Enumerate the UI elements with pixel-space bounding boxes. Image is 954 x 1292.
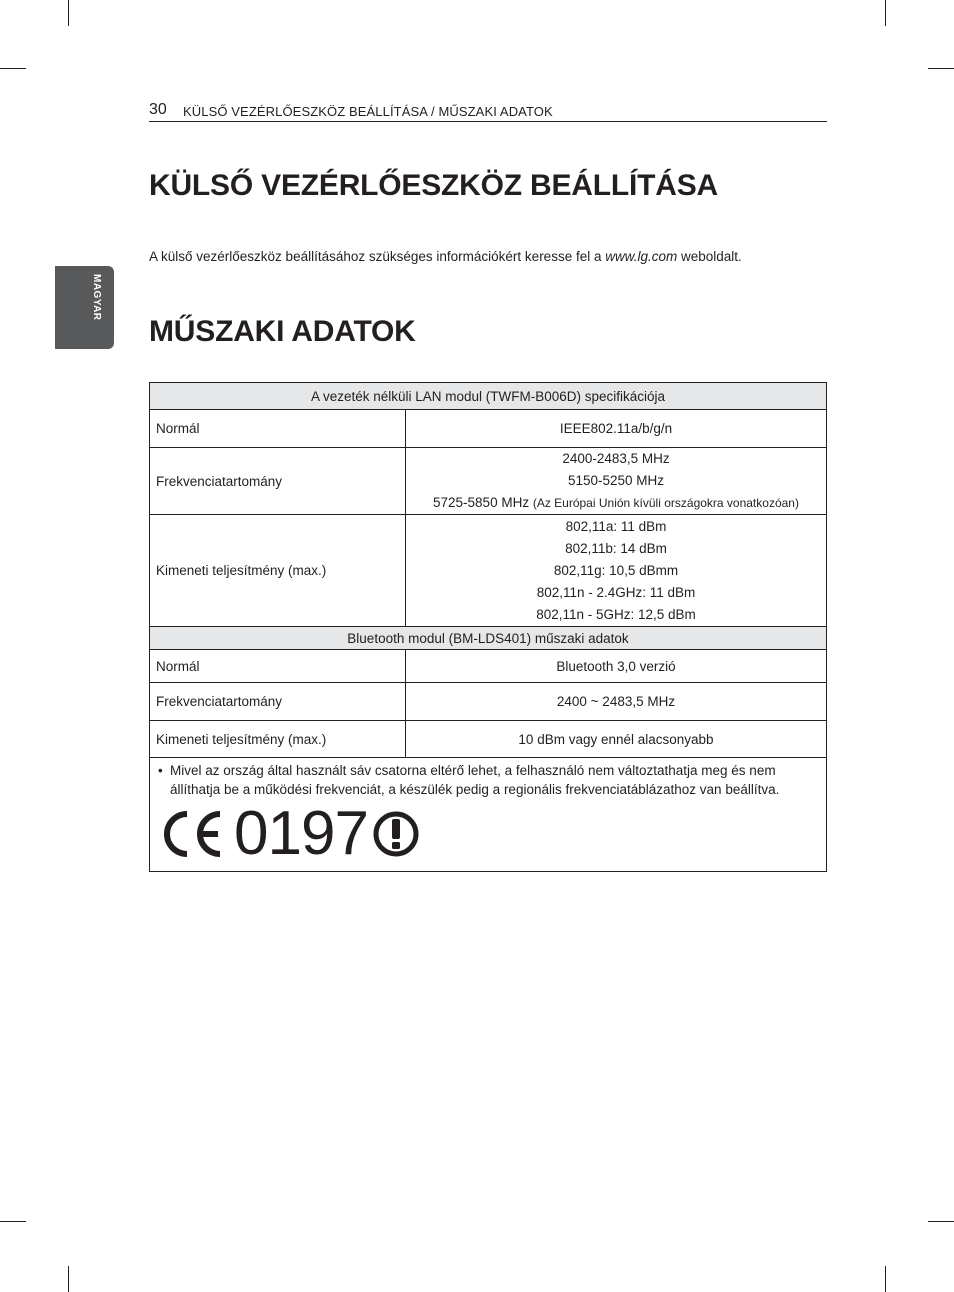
wlan-section-header: A vezeték nélküli LAN modul (TWFM-B006D) specifikációja	[150, 383, 827, 410]
wlan-output-power-values	[406, 515, 827, 627]
wlan-standard-label: Normál	[150, 410, 406, 448]
crop-mark	[68, 0, 69, 26]
bluetooth-standard-label: Normál	[150, 650, 406, 683]
wlan-output-power-label: Kimeneti teljesítmény (max.)	[150, 515, 406, 627]
wlan-frequency-label: Frekvenciatartomány	[150, 448, 406, 515]
section-title-specifications: MŰSZAKI ADATOK	[149, 315, 416, 348]
page-number: 30	[149, 101, 167, 118]
intro-paragraph	[149, 249, 742, 264]
bluetooth-output-power-value: 10 dBm vagy ennél alacsonyabb	[406, 721, 827, 758]
note-cell	[150, 758, 827, 872]
notified-body-number: 0197	[234, 799, 368, 868]
frequency-value: 5150-5250 MHz	[567, 473, 665, 488]
table-row	[150, 627, 827, 650]
table-row	[150, 721, 827, 758]
alert-class2-icon	[372, 810, 420, 858]
crop-mark	[0, 68, 26, 69]
note-text: Mivel az ország által használt sáv csatorna eltérő lehet, a felhasználó nem változtathatja meg és nem állíthatja be a működési frekvenciát, a készülék pedig a regionális frekvenciatáblázathoz van beállítva.	[170, 763, 780, 797]
crop-mark	[0, 1221, 26, 1222]
bluetooth-frequency-label: Frekvenciatartomány	[150, 683, 406, 721]
crop-mark	[928, 68, 954, 69]
frequency-value-main: 5725-5850 MHz	[433, 495, 533, 510]
table-row	[150, 410, 827, 448]
running-title: KÜLSŐ VEZÉRLŐESZKÖZ BEÁLLÍTÁSA / MŰSZAKI ADATOK	[183, 104, 553, 119]
intro-text: A külső vezérlőeszköz beállításához szükséges információkért keresse fel a	[149, 249, 606, 264]
crop-mark	[68, 1266, 69, 1292]
crop-mark	[885, 1266, 886, 1292]
crop-mark	[885, 0, 886, 26]
page-header	[149, 100, 827, 122]
output-power-value: 802,11n - 5GHz: 12,5 dBm	[536, 606, 696, 622]
website-link[interactable]: www.lg.com	[605, 249, 678, 264]
frequency-value-note: (Az Európai Unión kívüli országokra vonatkozóan)	[532, 496, 799, 510]
section-title-external-control: KÜLSŐ VEZÉRLŐESZKÖZ BEÁLLÍTÁSA	[149, 169, 719, 202]
output-power-value: 802,11n - 2.4GHz: 11 dBm	[536, 584, 696, 600]
ce-marking	[158, 801, 818, 867]
frequency-note	[158, 761, 818, 799]
table-row	[150, 683, 827, 721]
language-tab-label: MAGYAR	[91, 274, 102, 321]
output-power-value: 802,11b: 14 dBm	[565, 540, 667, 556]
intro-text-end: weboldalt.	[677, 249, 742, 264]
bullet: •	[158, 763, 163, 778]
wlan-standard-value: IEEE802.11a/b/g/n	[406, 410, 827, 448]
table-row	[150, 758, 827, 872]
bluetooth-standard-value: Bluetooth 3,0 verzió	[406, 650, 827, 683]
frequency-value: 2400-2483,5 MHz	[562, 451, 670, 466]
table-row	[150, 515, 827, 627]
language-tab	[55, 266, 114, 349]
wlan-frequency-values	[406, 448, 827, 515]
table-row	[150, 650, 827, 683]
bluetooth-section-header: Bluetooth modul (BM-LDS401) műszaki adatok	[150, 627, 827, 650]
frequency-value-outside-eu	[412, 492, 820, 514]
crop-mark	[928, 1221, 954, 1222]
ce-mark-icon	[158, 806, 226, 862]
table-row	[150, 448, 827, 515]
table-row	[150, 383, 827, 410]
bluetooth-frequency-value: 2400 ~ 2483,5 MHz	[406, 683, 827, 721]
spec-table	[149, 382, 827, 872]
output-power-value: 802,11a: 11 dBm	[565, 518, 667, 534]
output-power-value: 802,11g: 10,5 dBmm	[553, 562, 679, 578]
bluetooth-output-power-label: Kimeneti teljesítmény (max.)	[150, 721, 406, 758]
